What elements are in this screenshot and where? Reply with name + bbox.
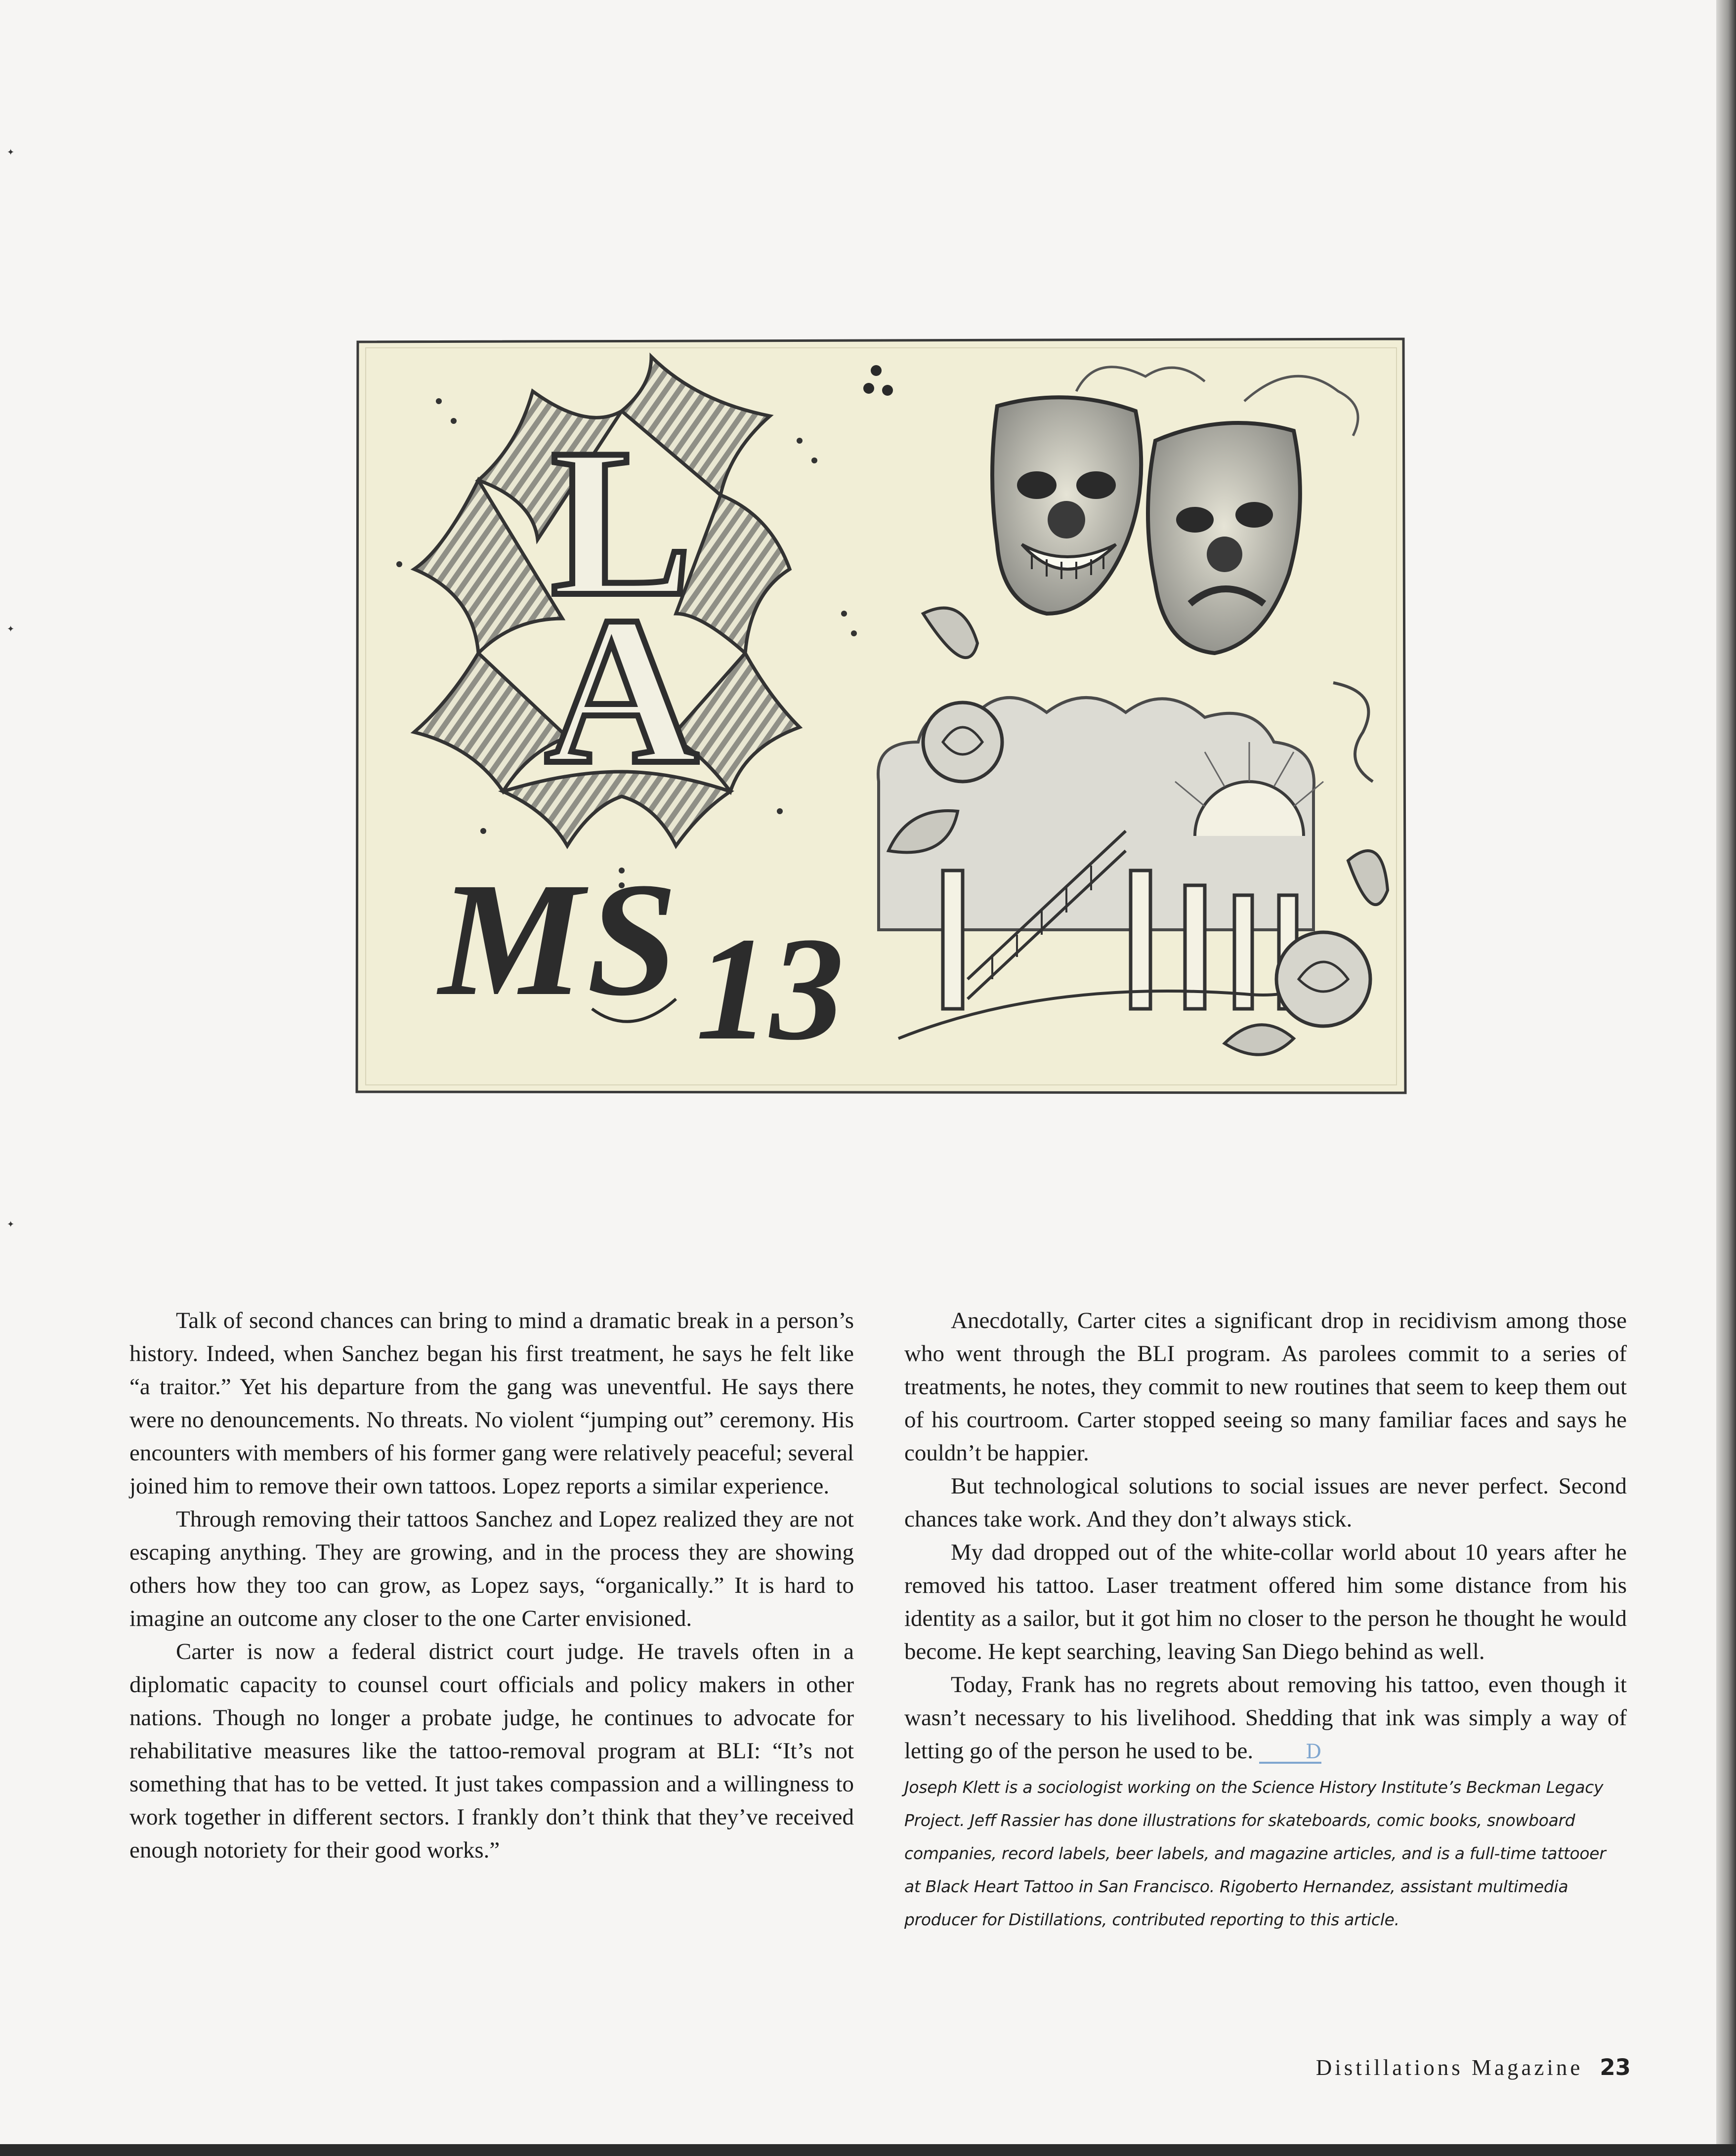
ms-text: MS xyxy=(439,849,680,1030)
paragraph xyxy=(904,1668,1627,1768)
paragraph: But technological solutions to social issues are never perfect. Second chances take work. And they don’t always stick. xyxy=(904,1473,1627,1532)
registration-mark-icon: ✦ xyxy=(7,1219,15,1230)
page-number: 23 xyxy=(1600,2054,1631,2080)
end-of-article-icon: D xyxy=(1259,1742,1321,1764)
paragraph-text: Today, Frank has no regrets about removing his tattoo, even though it wasn’t necessary to his livelihood. Shedding that ink was simply a way of letting go of the person he used to be. xyxy=(904,1672,1627,1764)
registration-mark-icon: ✦ xyxy=(7,147,15,158)
scan-bottom-edge xyxy=(0,2144,1736,2156)
tattoo-flash-illustration xyxy=(355,337,1407,1096)
thirteen-text: 13 xyxy=(696,907,844,1071)
article-column-right xyxy=(904,1304,1627,1936)
letter-a: A xyxy=(545,573,699,808)
la-letters xyxy=(545,405,699,808)
article-column-left xyxy=(129,1304,854,1867)
paragraph: Through removing their tattoos Sanchez and Lopez realized they are not escaping anything. They are growing, and in the process they are showing others how they too can grow, as Lopez says, “organically.” It is hard to imagine an outcome any closer to the one Carter envisioned. xyxy=(129,1506,854,1631)
paragraph: Talk of second chances can bring to mind a dramatic break in a person’s history. Indeed, when Sanchez began his first treatment, he says he felt like “a traitor.” Yet his departure from the gang was uneventful. He says there were no denouncements. No threats. No violent “jumping out” ceremony. His encounters with members of his former gang were relatively peaceful; several joined him to remove their own tattoos. Lopez reports a similar experience. xyxy=(129,1308,854,1499)
paragraph: Anecdotally, Carter cites a significant drop in recidivism among those who went through the BLI program. As parolees commit to a series of treatments, he notes, they commit to new routines that seem to keep them out of his courtroom. Carter stopped seeing so many familiar faces and says he couldn’t be happier. xyxy=(904,1308,1627,1466)
author-credits: Joseph Klett is a sociologist working on the Science History Institute’s Beckman Legacy Project. Jeff Rassier has done illustrations for skateboards, comic books, snowboard companies, record labels, beer labels, and magazine articles, and is a full-time tattooer at Black Heart Tattoo in San Francisco. Rigoberto Hernandez, assistant multimedia producer for Distillations, contributed reporting to this article. xyxy=(904,1778,1606,1929)
magazine-name: Distillations Magazine xyxy=(1315,2055,1583,2080)
page-footer xyxy=(1275,2054,1631,2080)
letter-l: L xyxy=(550,405,693,640)
paragraph: My dad dropped out of the white-collar world about 10 years after he removed his tattoo. Laser treatment offered him some distance from his identity as a sailor, but it got him no closer to the person he thought he would become. He kept searching, leaving San Diego behind as well. xyxy=(904,1539,1627,1664)
registration-mark-icon: ✦ xyxy=(7,624,15,634)
paragraph: Carter is now a federal district court judge. He travels often in a diplomatic capacity to counsel court officials and policy makers in other nations. Though no longer a probate judge, he continues to advocate for rehabilitative measures like the tattoo-removal program at BLI: “It’s not something that has to be vetted. It just takes compassion and a willingness to work together in different sectors. I frankly don’t think that they’ve received enough notoriety for their good works.” xyxy=(129,1639,854,1863)
book-spine-edge xyxy=(1716,0,1736,2156)
